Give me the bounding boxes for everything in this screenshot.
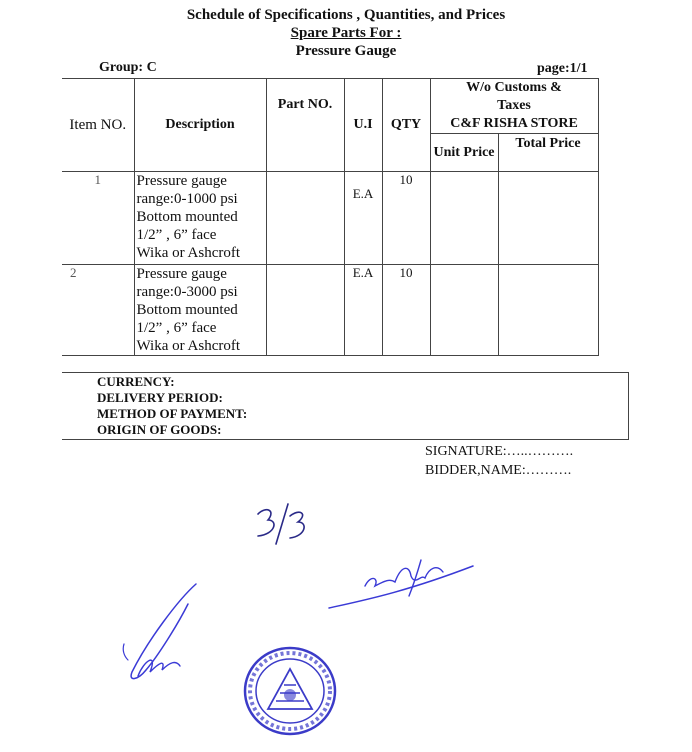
- delivery-period-label: DELIVERY PERIOD:: [97, 390, 223, 405]
- row-total-price: [498, 172, 598, 265]
- item-name: Pressure Gauge: [295, 43, 397, 59]
- header-part-no: Part NO.: [266, 79, 344, 172]
- table-row: [62, 265, 598, 356]
- header-store: C&F RISHA STORE: [450, 116, 578, 131]
- desc-line: Wika or Ashcroft: [136, 245, 241, 261]
- row-ui: E.A: [344, 265, 382, 356]
- header-item-no: Item NO.: [62, 79, 134, 172]
- handwritten-page-mark: [246, 500, 316, 550]
- desc-line: range:0-3000 psi: [136, 284, 238, 300]
- payment-method-label: METHOD OF PAYMENT:: [97, 406, 248, 421]
- row-unit-price: [430, 172, 498, 265]
- desc-line: 1/2” , 6” face: [136, 320, 217, 336]
- header-pricing: [430, 79, 598, 134]
- company-stamp: [242, 645, 338, 737]
- desc-line: range:0-1000 psi: [136, 191, 238, 207]
- desc-line: Pressure gauge: [136, 173, 227, 189]
- terms-list: [97, 374, 247, 438]
- row-part-no: [266, 265, 344, 356]
- row-item-no: 2: [62, 265, 134, 356]
- desc-line: Wika or Ashcroft: [136, 338, 241, 354]
- header-total-price: Total Price: [498, 134, 598, 172]
- row-total-price: [498, 265, 598, 356]
- specification-table: [62, 78, 599, 356]
- row-item-no: 1: [62, 172, 134, 265]
- row-qty: 10: [382, 172, 430, 265]
- row-unit-price: [430, 265, 498, 356]
- row-ui: E.A: [344, 172, 382, 265]
- desc-line: Pressure gauge: [136, 266, 227, 282]
- row-part-no: [266, 172, 344, 265]
- group-label: Group: C: [99, 60, 157, 75]
- header-ui: U.I: [344, 79, 382, 172]
- header-customs: W/o Customs & Taxes: [466, 80, 562, 113]
- row-description: [134, 172, 266, 265]
- desc-line: 1/2” , 6” face: [136, 227, 217, 243]
- row-qty: 10: [382, 265, 430, 356]
- origin-label: ORIGIN OF GOODS:: [97, 422, 222, 437]
- bidder-name-label: BIDDER,NAME:……….: [425, 463, 572, 478]
- header-description: Description: [134, 79, 266, 172]
- signature-scribble: [118, 580, 208, 690]
- currency-label: CURRENCY:: [97, 374, 175, 389]
- desc-line: Bottom mounted: [136, 209, 238, 225]
- table-row: [62, 172, 598, 265]
- row-description: [134, 265, 266, 356]
- signature-scribble: [325, 556, 475, 616]
- document-subtitle: Spare Parts For :: [290, 25, 402, 41]
- signature-block: [425, 442, 573, 480]
- document-title: Schedule of Specifications , Quantities, and Prices: [186, 7, 506, 23]
- header-unit-price: Unit Price: [430, 134, 498, 172]
- header-qty: QTY: [382, 79, 430, 172]
- page-label: page:1/1: [537, 61, 588, 76]
- desc-line: Bottom mounted: [136, 302, 238, 318]
- signature-label: SIGNATURE:…..……….: [425, 444, 574, 459]
